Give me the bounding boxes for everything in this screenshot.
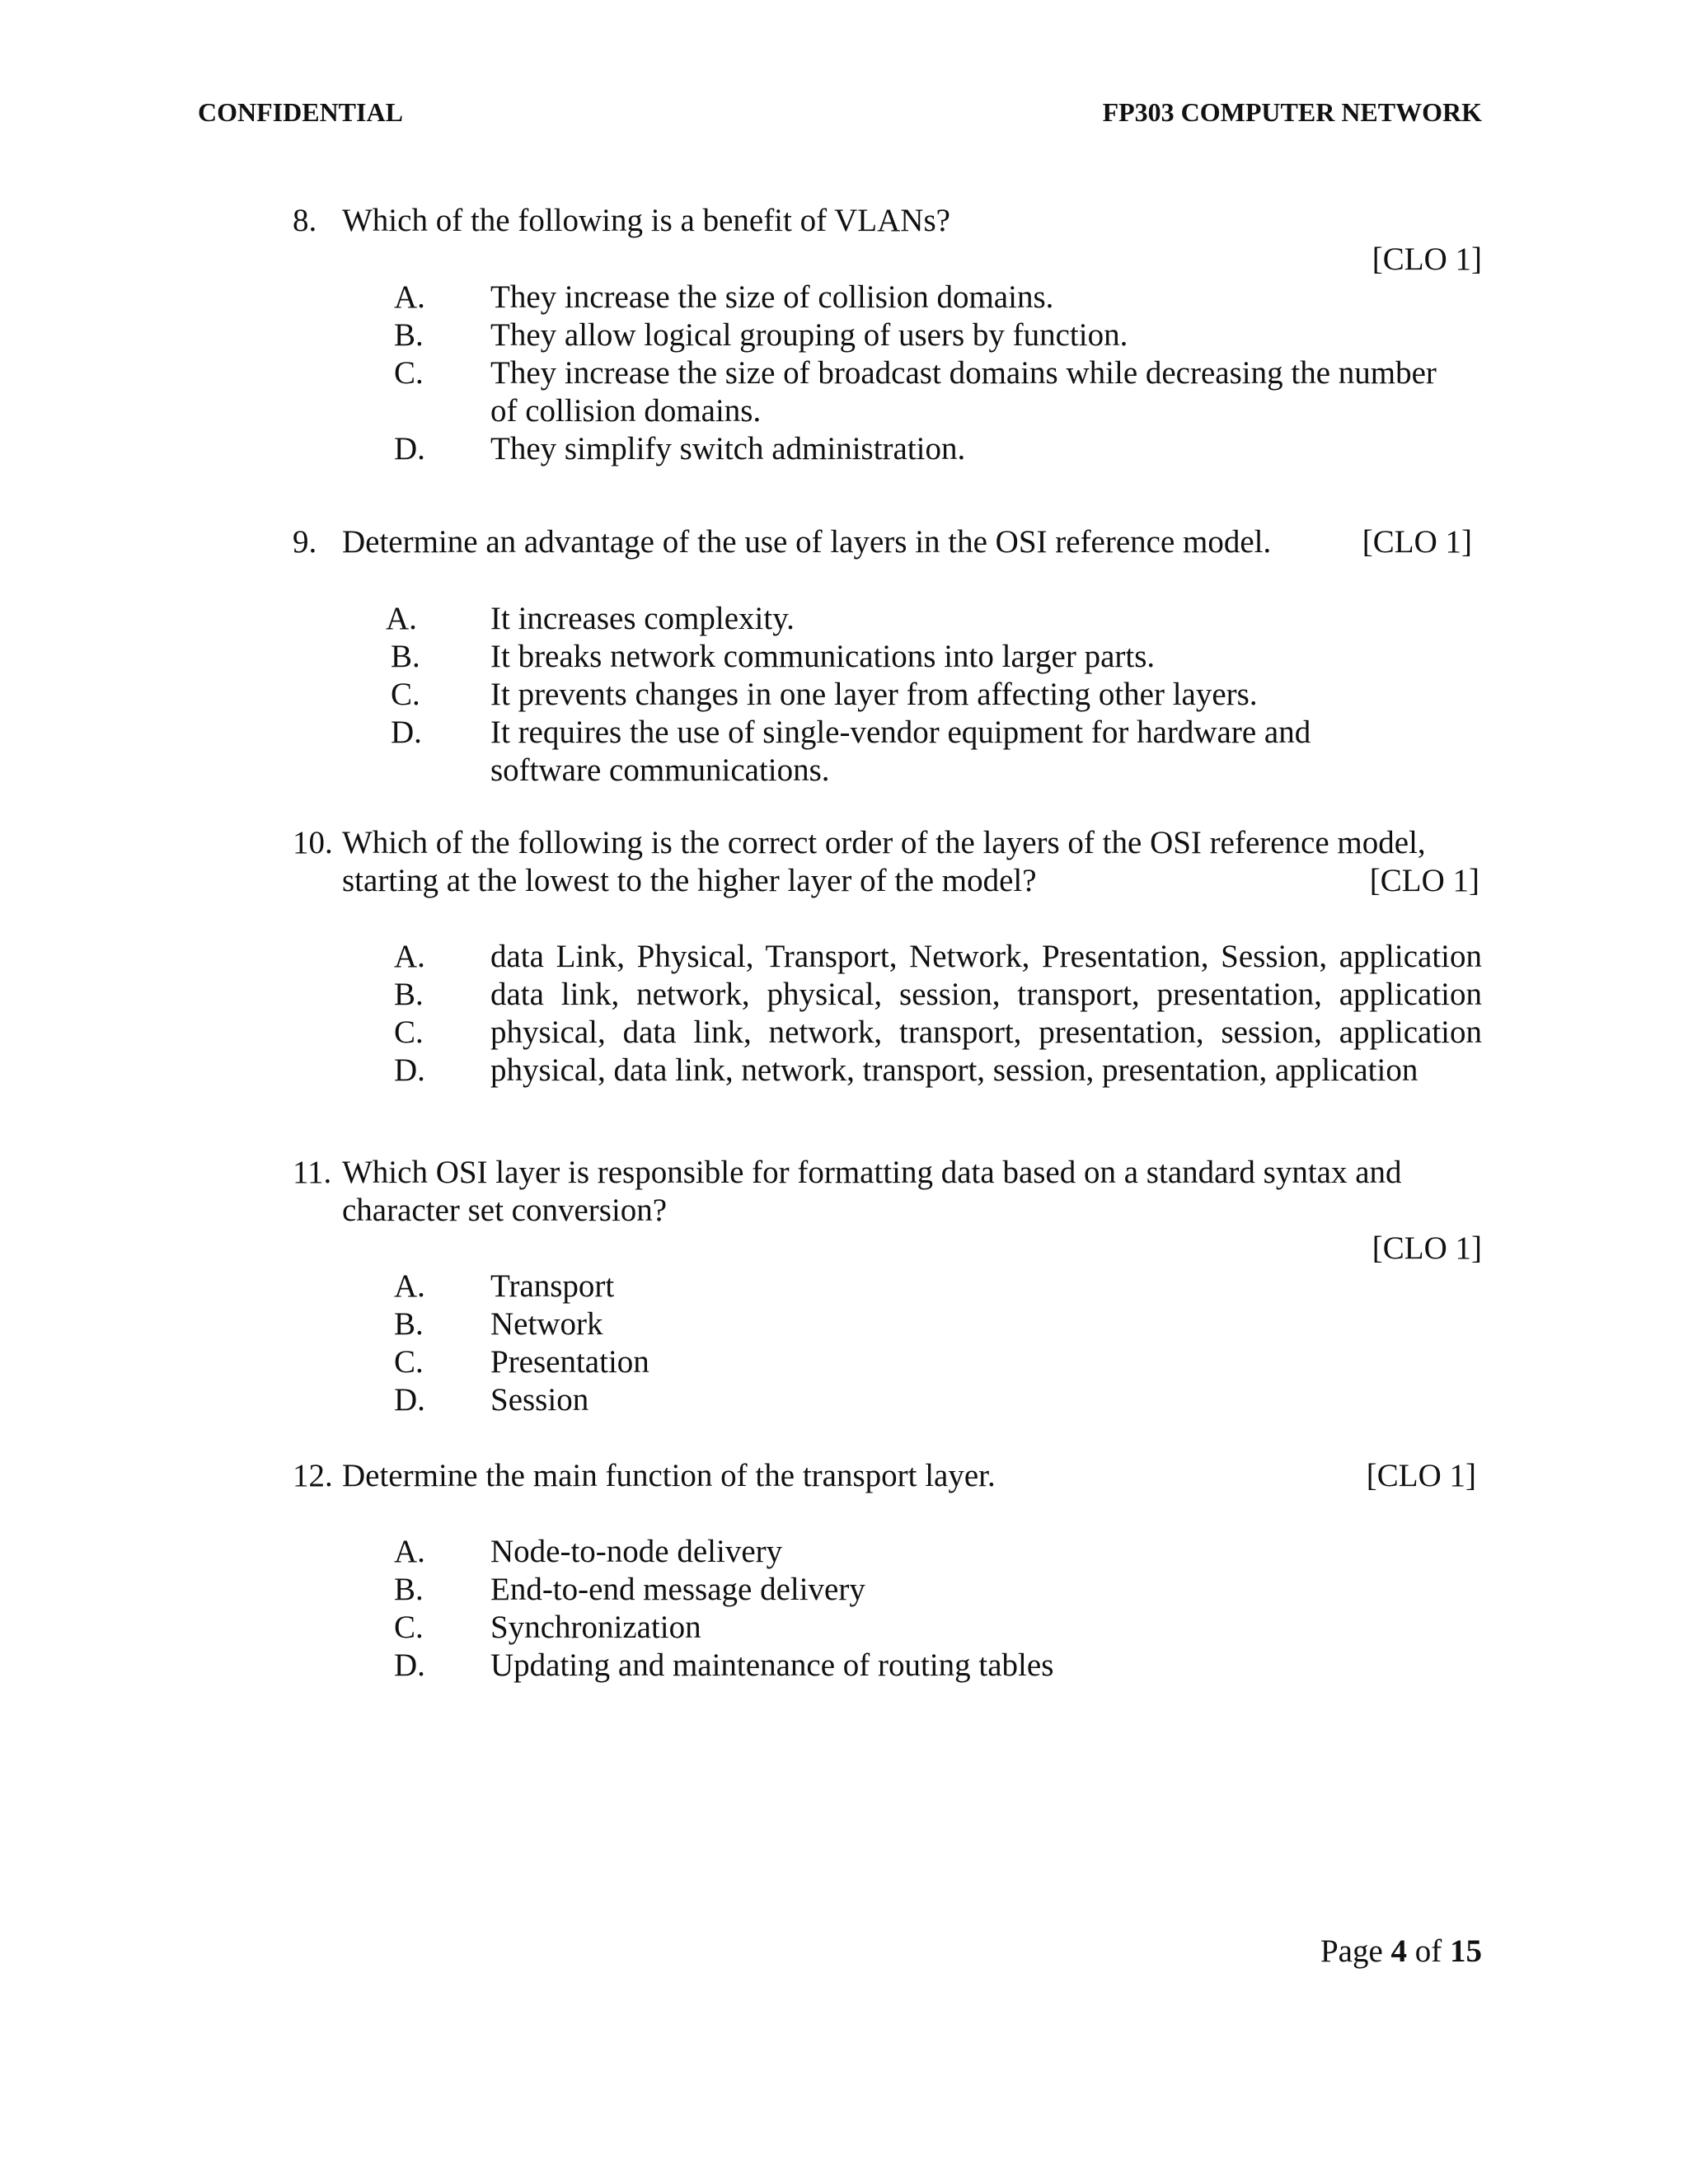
option-letter-b: B. bbox=[394, 1572, 424, 1607]
option-text-c: It prevents changes in one layer from affecting other layers. bbox=[490, 677, 1258, 712]
question-text: Determine an advantage of the use of layers in the OSI reference model. bbox=[342, 524, 1272, 560]
option-text-a: It increases complexity. bbox=[490, 601, 795, 636]
page-word: Page bbox=[1320, 1933, 1383, 1969]
option-text-a: Node-to-node delivery bbox=[490, 1534, 783, 1569]
option-text-d: They simplify switch administration. bbox=[490, 431, 966, 466]
page-total: 15 bbox=[1450, 1933, 1482, 1969]
option-letter-d: D. bbox=[394, 431, 425, 466]
clo-tag: [CLO 1] bbox=[1372, 1230, 1482, 1266]
option-text-a: Transport bbox=[490, 1268, 615, 1304]
option-text-c: physical, data link, network, transport, presentation, session, application bbox=[490, 1015, 1482, 1050]
option-letter-b: B. bbox=[394, 317, 424, 353]
question-number: 12. bbox=[293, 1458, 333, 1493]
question-text: Determine the main function of the transport layer. bbox=[342, 1458, 996, 1493]
option-letter-d: D. bbox=[391, 715, 422, 750]
clo-tag: [CLO 1] bbox=[1362, 524, 1472, 560]
clo-tag: [CLO 1] bbox=[1372, 241, 1482, 277]
option-text-b: End-to-end message delivery bbox=[490, 1572, 865, 1607]
question-text: Which of the following is the correct order of the layers of the OSI reference model, bbox=[342, 825, 1426, 860]
option-text-c-cont: of collision domains. bbox=[490, 393, 762, 429]
question-number: 8. bbox=[293, 203, 317, 238]
option-letter-b: B. bbox=[394, 1306, 424, 1342]
option-text-d: physical, data link, network, transport, session, presentation, application bbox=[490, 1052, 1418, 1088]
option-letter-c: C. bbox=[394, 1015, 424, 1050]
option-letter-c: C. bbox=[394, 355, 424, 391]
question-number: 10. bbox=[293, 825, 333, 860]
option-letter-c: C. bbox=[391, 677, 420, 712]
option-text-d: Updating and maintenance of routing tables bbox=[490, 1647, 1054, 1683]
option-letter-c: C. bbox=[394, 1344, 424, 1380]
option-letter-d: D. bbox=[394, 1382, 425, 1418]
option-letter-d: D. bbox=[394, 1647, 425, 1683]
option-text-c: Synchronization bbox=[490, 1610, 701, 1645]
header-confidential: CONFIDENTIAL bbox=[198, 97, 403, 127]
page-current: 4 bbox=[1390, 1933, 1407, 1969]
clo-tag: [CLO 1] bbox=[1366, 1458, 1476, 1493]
question-text-cont: character set conversion? bbox=[342, 1193, 668, 1228]
option-text-a: They increase the size of collision domains. bbox=[490, 279, 1054, 315]
option-letter-d: D. bbox=[394, 1052, 425, 1088]
option-letter-a: A. bbox=[394, 1268, 425, 1304]
question-text: Which of the following is a benefit of VLANs? bbox=[342, 203, 950, 238]
option-text-d: It requires the use of single-vendor equipment for hardware and bbox=[490, 715, 1311, 750]
option-text-d: Session bbox=[490, 1382, 589, 1418]
option-text-b: It breaks network communications into larger parts. bbox=[490, 639, 1156, 674]
header-course-title: FP303 COMPUTER NETWORK bbox=[1102, 97, 1482, 127]
option-text-a: data Link, Physical, Transport, Network, Presentation, Session, application bbox=[490, 939, 1482, 974]
option-text-b: data link, network, physical, session, transport, presentation, application bbox=[490, 977, 1482, 1012]
option-letter-a: A. bbox=[394, 1534, 425, 1569]
option-text-b: Network bbox=[490, 1306, 603, 1342]
option-letter-c: C. bbox=[394, 1610, 424, 1645]
of-word: of bbox=[1414, 1933, 1442, 1969]
question-text-cont: starting at the lowest to the higher layer of the model? bbox=[342, 863, 1037, 898]
option-letter-a: A. bbox=[386, 601, 417, 636]
option-text-c: They increase the size of broadcast domains while decreasing the number bbox=[490, 355, 1437, 391]
option-letter-a: A. bbox=[394, 279, 425, 315]
question-text: Which OSI layer is responsible for formatting data based on a standard syntax and bbox=[342, 1155, 1402, 1190]
option-text-c: Presentation bbox=[490, 1344, 649, 1380]
option-text-b: They allow logical grouping of users by function. bbox=[490, 317, 1128, 353]
question-number: 11. bbox=[293, 1155, 332, 1190]
question-number: 9. bbox=[293, 524, 317, 560]
page-number bbox=[1320, 1933, 1482, 1970]
clo-tag: [CLO 1] bbox=[1369, 863, 1479, 898]
option-letter-b: B. bbox=[391, 639, 420, 674]
option-letter-b: B. bbox=[394, 977, 424, 1012]
option-text-d-cont: software communications. bbox=[490, 752, 830, 788]
option-letter-a: A. bbox=[394, 939, 425, 974]
